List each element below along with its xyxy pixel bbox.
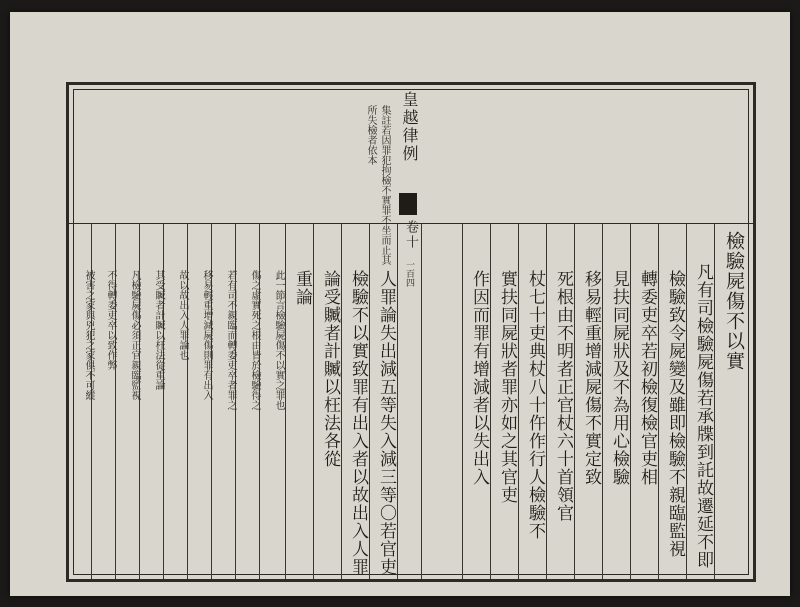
column-rule [341,224,342,579]
text-column-1: 凡有司檢驗屍傷若承牒到託故遷延不即 [693,263,713,569]
leaf-number: 一百四 [404,260,414,287]
text-column-13: 重論 [292,270,312,306]
column-rule [518,224,519,579]
column-rule [313,224,314,579]
header-note-2: 所失檢者依本 [365,105,376,165]
text-column-11: 檢驗不以實致罪有出入者以故出入人罪 [348,270,368,576]
text-column-6: 死根由不明者正官杖六十首領官 [553,270,573,522]
column-rule [574,224,575,579]
column-rule [602,224,603,579]
printed-frame [66,82,756,582]
column-rule [546,224,547,579]
column-rule [630,224,631,579]
column-rule [462,224,463,579]
column-rule [686,224,687,579]
commentary-column-5: 故以故出入人罪論也 [177,270,188,360]
text-column-10: 人罪論失出減五等失入減三等〇若官吏 [376,270,396,576]
book-title: 皇越律例 [400,91,419,163]
paper-sheet [10,12,790,596]
commentary-column-1: 此一節言檢驗屍傷不以實之罪也 [273,270,284,410]
column-rule [421,224,422,579]
fishtail-mark [399,193,417,215]
text-column-7: 杖七十吏典杖八十仵作行人檢驗不 [525,270,545,540]
text-column-3: 轉委吏卒若初檢復檢官吏相 [637,270,657,486]
commentary-column-7: 凡檢驗屍傷必須正官親臨監視 [129,270,140,400]
column-rule [397,224,398,579]
commentary-column-8: 不得轉委吏卒以致作弊 [105,270,116,370]
column-rule [369,224,370,579]
text-column-12: 論受贓者計贓以枉法各從 [320,270,340,468]
text-column-5: 移易輕重增減屍傷不實定致 [581,270,601,486]
commentary-column-9: 被害之家與兇犯之家俱不可縱 [83,270,94,400]
column-rule [490,224,491,579]
column-rule [285,224,286,579]
text-column-4: 見扶同屍狀及不為用心檢驗 [609,270,629,486]
section-title: 檢驗屍傷不以實 [723,231,745,371]
text-column-9: 作因而罪有增減者以失出入 [469,270,489,486]
header-note-1: 集註若因罪犯拘檢不實罪不坐而止其 [379,105,390,265]
column-rule [658,224,659,579]
column-rule [714,224,715,579]
commentary-column-3: 若有司不親臨而轉委吏卒者罪之 [225,270,236,410]
text-column-2: 檢驗致令屍變及雖即檢驗不親臨監視 [665,270,685,558]
volume-label: 卷十 [403,220,418,250]
commentary-column-4: 移易輕重增減屍傷則罪有出入 [201,270,212,400]
text-column-8: 實扶同屍狀者罪亦如之其官吏 [497,270,517,504]
commentary-column-6: 其受贓者計贓以枉法從重論 [153,270,164,390]
commentary-column-2: 傷之虛實死之根由皆於檢驗得之 [249,270,260,410]
